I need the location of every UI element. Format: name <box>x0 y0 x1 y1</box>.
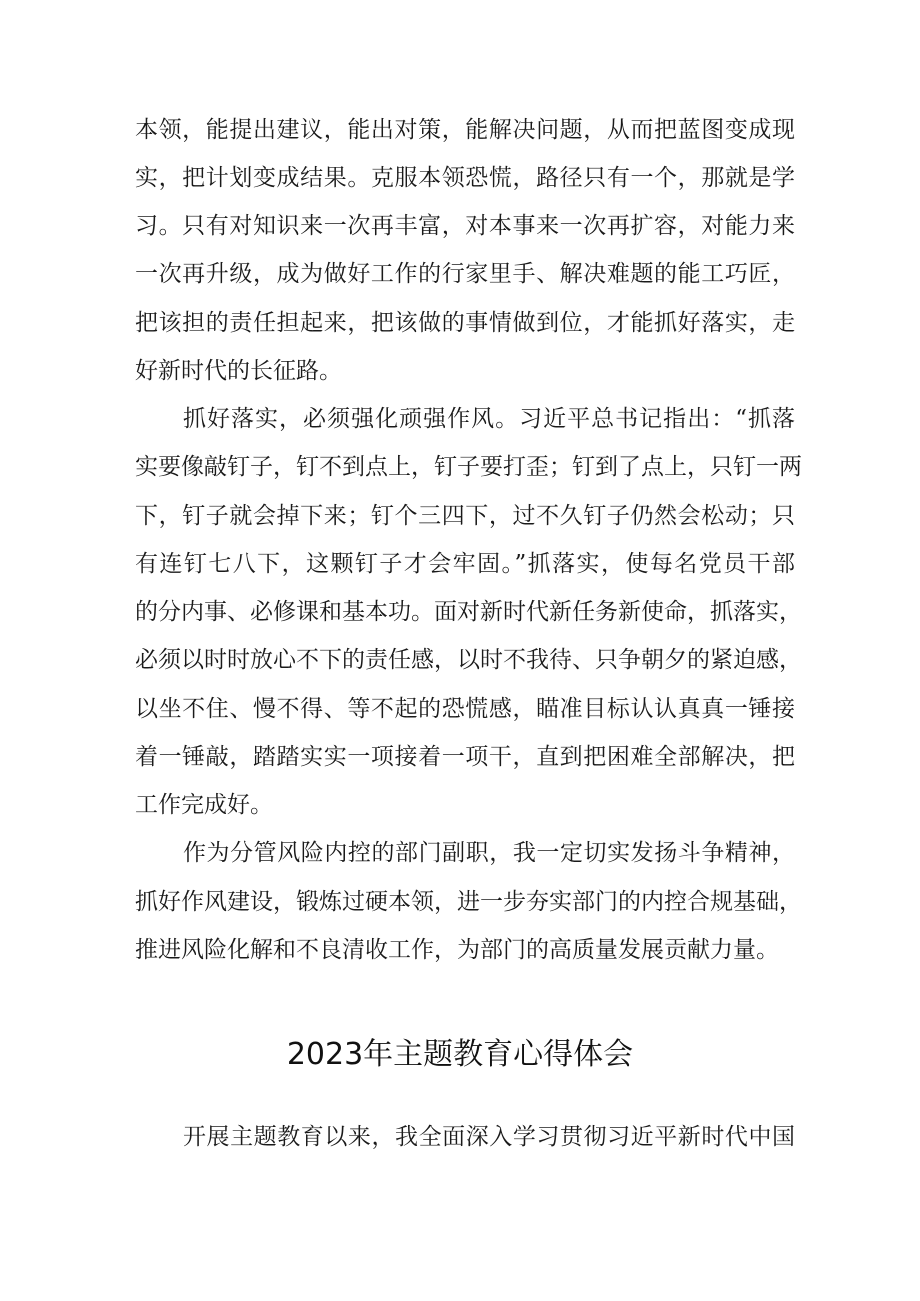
paragraph-2-line-6: 必须以时时放心不下的责任感，以时不我待、只争朝夕的紧迫感， <box>135 647 802 673</box>
next-paragraph-line-1: 开展主题教育以来，我全面深入学习贯彻习近平新时代中国 <box>183 1124 795 1150</box>
paragraph-3-line-2: 抓好作风建设，锻炼过硬本领，进一步夯实部门的内控合规基础， <box>135 889 802 915</box>
paragraph-2-line-8: 着一锤敲，踏踏实实一项接着一项干，直到把困难全部解决，把 <box>135 744 795 770</box>
paragraph-1-line-2: 实，把计划变成结果。克服本领恐慌，路径只有一个，那就是学 <box>135 165 795 191</box>
paragraph-2-line-5: 的分内事、必修课和基本功。面对新时代新任务新使命，抓落实， <box>135 599 802 625</box>
paragraph-1-line-4: 一次再升级，成为做好工作的行家里手、解决难题的能工巧匠， <box>135 261 795 287</box>
paragraph-1-line-3: 习。只有对知识来一次再丰富，对本事来一次再扩容，对能力来 <box>135 213 795 239</box>
paragraph-2-line-2: 实要像敲钉子，钉不到点上，钉子要打歪；钉到了点上，只钉一两 <box>135 454 802 480</box>
section-title: 2023年主题教育心得体会 <box>286 1037 634 1072</box>
paragraph-1-line-5: 把该担的责任担起来，把该做的事情做到位，才能抓好落实，走 <box>135 310 795 336</box>
paragraph-2-line-9: 工作完成好。 <box>135 792 273 818</box>
paragraph-2-line-3: 下，钉子就会掉下来；钉个三四下，过不久钉子仍然会松动；只 <box>135 503 795 529</box>
paragraph-3-line-3: 推进风险化解和不良清收工作，为部门的高质量发展贡献力量。 <box>135 937 779 963</box>
paragraph-2-line-7: 以坐不住、慢不得、等不起的恐慌感，瞄准目标认认真真一锤接 <box>135 696 795 722</box>
paragraph-2-line-4: 有连钉七八下，这颗钉子才会牢固。”抓落实，使每名党员干部 <box>135 551 795 577</box>
paragraph-1-line-6: 好新时代的长征路。 <box>135 358 342 384</box>
paragraph-2-line-1: 抓好落实，必须强化顽强作风。习近平总书记指出：“抓落 <box>183 406 795 432</box>
paragraph-3-line-1: 作为分管风险内控的部门副职，我一定切实发扬斗争精神， <box>183 840 795 866</box>
paragraph-1-line-1: 本领，能提出建议，能出对策，能解决问题，从而把蓝图变成现 <box>135 117 795 143</box>
